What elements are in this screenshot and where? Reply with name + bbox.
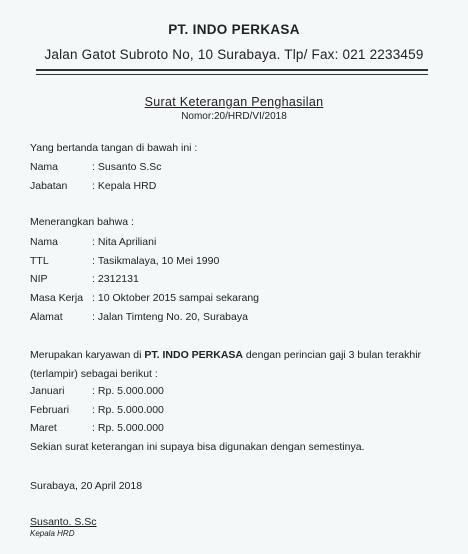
field-value: Tasikmalaya, 10 Mei 1990 <box>97 255 220 267</box>
company-address: Jalan Gatot Subroto No, 10 Surabaya. Tlp/ Fax: 021 2233459 <box>44 47 424 62</box>
paragraph-text: dengan perincian gaji 3 bulan terakhir (terlampir) sebagai berikut : <box>30 349 422 380</box>
signer-position-row: Jabatan : Kepala HRD <box>30 180 157 192</box>
field-label: TTL <box>30 255 49 267</box>
company-name: PT. INDO PERKASA <box>168 22 300 37</box>
salary-row: Januari : Rp. 5.000.000 <box>30 385 164 397</box>
field-label: NIP <box>30 273 48 285</box>
employee-address-row: Alamat : Jalan Timteng No. 20, Surabaya <box>30 311 248 323</box>
employee-tenure-row: Masa Kerja : 10 Oktober 2015 sampai sekarang <box>30 292 260 304</box>
field-label: Nama <box>30 236 59 248</box>
document-number: Nomor:20/HRD/VI/2018 <box>181 111 287 122</box>
field-value: Nita Apriliani <box>97 236 157 248</box>
field-value: 10 Oktober 2015 sampai sekarang <box>97 292 260 304</box>
employee-birth-row: TTL : Tasikmalaya, 10 Mei 1990 <box>30 255 220 267</box>
intro-text: Yang bertanda tangan di bawah ini : <box>30 142 198 154</box>
salary-month: Maret <box>30 422 57 434</box>
place-date: Surabaya, 20 April 2018 <box>30 480 143 492</box>
employee-name-row: Nama : Nita Apriliani <box>30 236 157 248</box>
header-divider-thick <box>36 69 428 71</box>
salary-row: Maret : Rp. 5.000.000 <box>30 422 164 434</box>
salary-amount: Rp. 5.000.000 <box>97 422 164 434</box>
field-value: Susanto S.Sc <box>97 161 162 173</box>
field-label: Masa Kerja <box>30 292 84 304</box>
field-label: Nama <box>30 161 59 173</box>
paragraph-text: Merupakan karyawan di <box>30 349 145 361</box>
salary-row: Februari : Rp. 5.000.000 <box>30 404 164 416</box>
field-value: Jalan Timteng No. 20, Surabaya <box>97 311 248 323</box>
header-divider-thin <box>36 74 428 75</box>
signature-name: Susanto. S.Sc <box>30 516 97 528</box>
signer-name-row: Nama : Susanto S.Sc <box>30 161 162 173</box>
paragraph-company: PT. INDO PERKASA <box>144 349 244 361</box>
document-title: Surat Keterangan Penghasilan <box>144 95 324 109</box>
field-value: Kepala HRD <box>97 180 157 192</box>
salary-month: Februari <box>30 404 70 416</box>
employment-paragraph <box>30 346 450 384</box>
field-label: Alamat <box>30 311 63 323</box>
salary-month: Januari <box>30 385 65 397</box>
employee-nip-row: NIP : 2312131 <box>30 273 139 285</box>
signature-title: Kepala HRD <box>30 529 75 538</box>
declaration-text: Menerangkan bahwa : <box>30 216 134 228</box>
salary-amount: Rp. 5.000.000 <box>97 404 164 416</box>
field-value: 2312131 <box>97 273 139 285</box>
closing-text: Sekian surat keterangan ini supaya bisa digunakan dengan semestinya. <box>30 441 365 453</box>
field-label: Jabatan <box>30 180 68 192</box>
salary-amount: Rp. 5.000.000 <box>97 385 164 397</box>
